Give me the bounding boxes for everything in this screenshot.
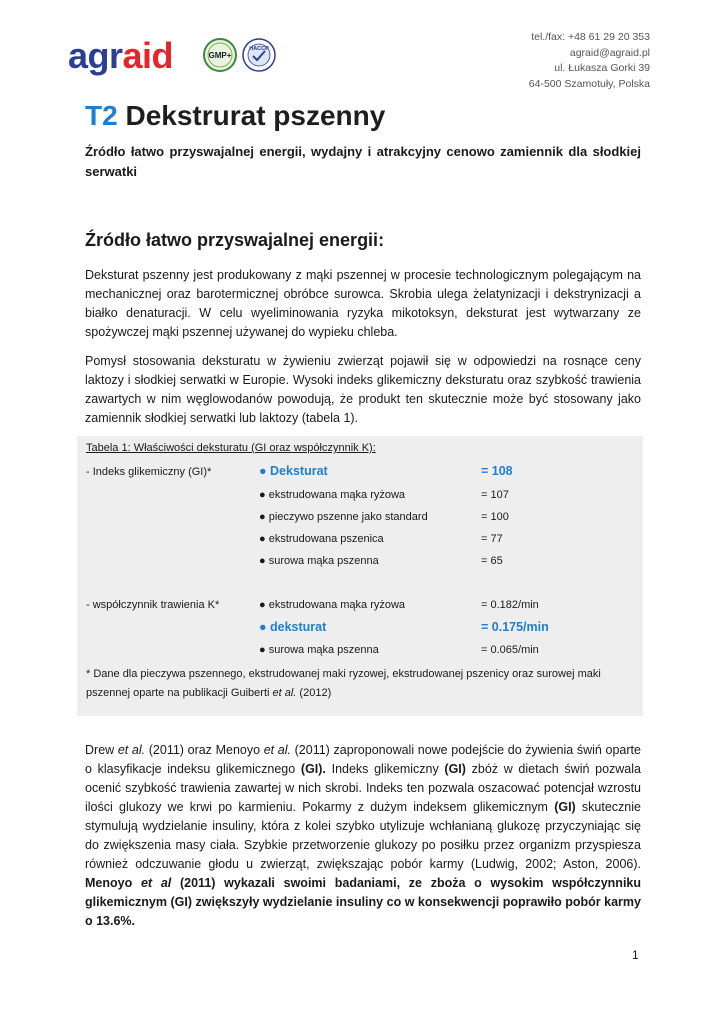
logo-part-r: r [109, 35, 123, 76]
page-number: 1 [632, 948, 639, 962]
product-name: Dekstrurat pszenny [125, 100, 386, 131]
gmp-badge-icon [204, 39, 236, 71]
properties-table [77, 436, 643, 716]
gi-value: = 100 [481, 511, 509, 523]
contact-info [529, 30, 650, 92]
k-value: = 0.182/min [481, 599, 539, 611]
gi-value: = 65 [481, 555, 503, 567]
gi-value: = 77 [481, 533, 503, 545]
footnote-year: (2012) [296, 687, 332, 699]
footnote-text: * Dane dla pieczywa pszennego, ekstrudowanej maki ryzowej, ekstrudowanej pszenicy oraz surowej maki pszennej oparte na publikacji Guiberti [86, 668, 601, 699]
contact-phone: tel./fax: +48 61 29 20 353 [531, 31, 650, 43]
gi-value: = 107 [481, 489, 509, 501]
contact-email: agraid@agraid.pl [569, 46, 650, 59]
gmp-badge-text: GMP+ [208, 51, 232, 60]
agraid-logo [68, 36, 173, 76]
table-footnote [86, 665, 626, 703]
gi-value: = 108 [481, 464, 513, 478]
gi-item: ● Deksturat [259, 464, 328, 478]
subtitle: Źródło łatwo przyswajalnej energii, wydajny i atrakcyjny cenowo zamiennik dla słodkiej serwatki [85, 144, 641, 179]
gi-label: - Indeks glikemiczny (GI)* [86, 466, 212, 478]
section-heading: Źródło łatwo przyswajalnej energii: [85, 230, 385, 250]
k-value: = 0.175/min [481, 620, 549, 634]
footnote-etal: et al. [272, 687, 297, 699]
k-item: ● ekstrudowana mąka ryżowa [259, 599, 406, 611]
k-label: - współczynnik trawienia K* [86, 599, 220, 611]
haccp-badge-text: HACCP [249, 46, 269, 52]
k-item: ● deksturat [259, 620, 327, 634]
certification-badges [203, 38, 283, 77]
paragraph-3: Drew et al. (2011) oraz Menoyo et al. (2011) zaproponowali nowe podejście do żywienia świń oparte o klasyfikacje indeksu glikemicznego (GI). Indeks glikemiczny (GI) zbóż w dietach świń pozwala ocenić szybkość trawienia zawartej w nich skrobi. Indeks ten pozwala oszacować potencjał wzrostu ilości glukozy we krwi po karmieniu. Pokarmy z dużym indeksem glikemicznym (GI) skutecznie stymulują wydzielanie insuliny, która z kolei szybko utylizuje wchłanianą glukozę przyczyniając się do zwiększenia masy ciała. Szybkie przetworzenie glukozy po posiłku przez organizm przyspiesza również odczuwanie głodu u zwierząt, zwiększając pobór karmy (Ludwig, 2002; Aston, 2006). Menoyo et al (2011) wykazali swoimi badaniami, ze zboża o wysokim współczynniku glikemicznym (GI) zwiększyły wydzielanie insuliny co w konsekwencji poprawiło pobór karmy o 13.6%. [85, 743, 641, 928]
gi-item: ● surowa mąka pszenna [259, 555, 379, 567]
k-item: ● surowa mąka pszenna [259, 644, 379, 656]
contact-street: ul. Łukasza Gorki 39 [554, 62, 650, 74]
contact-city: 64-500 Szamotuły, Polska [528, 77, 650, 90]
paragraph-2: Pomysł stosowania deksturatu w żywieniu zwierząt pojawił się w odpowiedzi na rosnące ceny laktozy i słodkiej serwatki w Europie. Wysoki indeks glikemiczny deksturatu oraz szybkość trawienia zawartych w nim węglowodanów powodują, że produkt ten skutecznie może być stosowany jako zamiennik słodkiej serwatki lub laktozy (tabela 1). [85, 354, 641, 425]
logo-part-ag: ag [68, 35, 110, 76]
gi-item: ● ekstrudowana pszenica [259, 533, 384, 545]
gi-item: ● pieczywo pszenne jako standard [259, 511, 428, 523]
logo-part-aid: aid [122, 35, 174, 76]
table-caption: Tabela 1: Właściwości deksturatu (GI oraz współczynnik K): [86, 442, 376, 454]
page-title [85, 100, 385, 132]
haccp-badge-icon [243, 39, 275, 71]
gi-item: ● ekstrudowana mąka ryżowa [259, 489, 406, 501]
paragraph-1: Deksturat pszenny jest produkowany z mąki pszennej w procesie technologicznym polegającym na mechanicznej oraz barotermicznej obróbce surowca. Skrobia ulega żelatynizacji i dekstrynizacji a białko denaturacji. W celu wyeliminowania ryzyka mikotoksyn, deksturat jest wytwarzany ze spożywczej mąki pszennej używanej do wypieku chleba. [85, 268, 641, 339]
k-value: = 0.065/min [481, 644, 539, 656]
product-code: T2 [85, 100, 118, 131]
